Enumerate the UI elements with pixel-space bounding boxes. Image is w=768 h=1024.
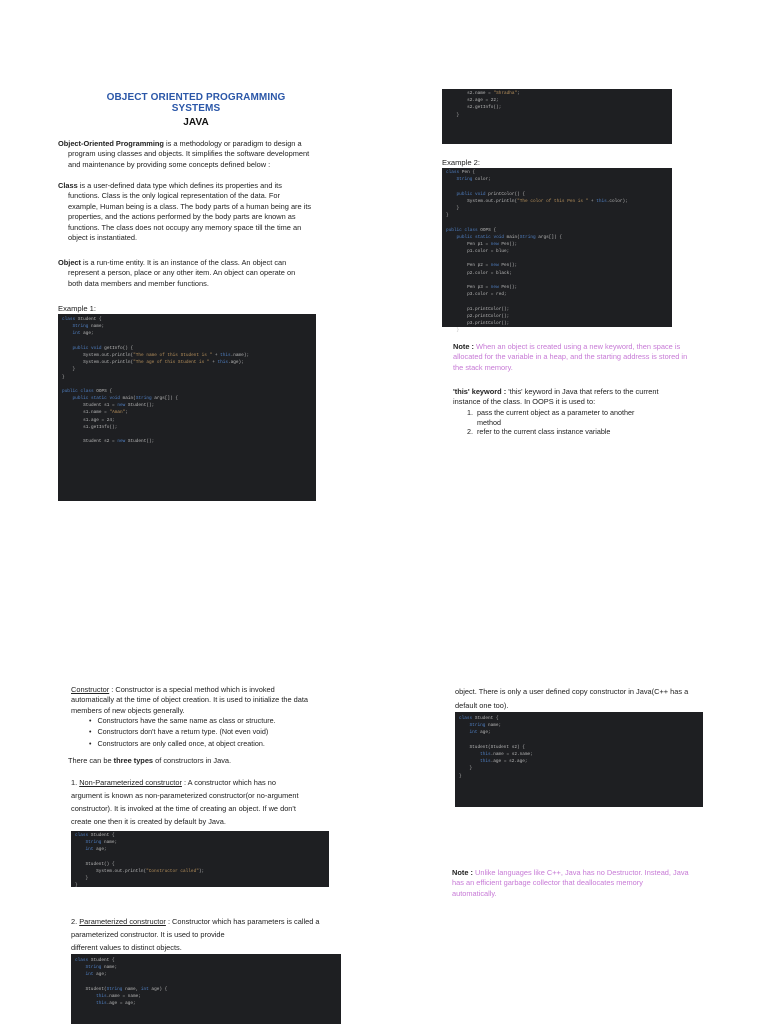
note-label: Note : — [453, 342, 474, 351]
note-text-line: When an object is created using a new keyword, then space is — [473, 342, 681, 351]
code-line: class Pen { — [446, 170, 475, 175]
code-line: p1.printColor(); — [446, 306, 510, 312]
non-parameterized-label: Non-Parameterized constructor — [79, 778, 182, 787]
code-line: int age; — [85, 972, 107, 978]
code-line: } — [459, 773, 462, 779]
this-text-line: 'this' keyword in Java that refers to the current — [506, 387, 659, 396]
oop-term: Object-Oriented Programming — [58, 139, 164, 148]
copy-constructor-code-block — [455, 712, 703, 807]
constructor-text-line: : Constructor is a special method which is invoked — [109, 685, 275, 694]
code-line — [62, 431, 312, 438]
note-text-line: automatically. — [452, 888, 497, 898]
note-text-line: allocated for the variable in a heap, and the starting address is stored in — [453, 352, 688, 362]
code-line: s1.getInfo(); — [62, 424, 118, 430]
constructor-text-line: members of new objects generally. — [71, 705, 185, 715]
object-definition — [58, 258, 343, 289]
code-line: String color; — [456, 177, 491, 183]
code-line: Pen p1 = new Pen(); — [446, 241, 518, 247]
code-line: p2.printColor(); — [446, 313, 510, 319]
code-line — [75, 855, 325, 862]
code-line: int age; — [469, 730, 491, 736]
example-2-code-block — [442, 168, 672, 334]
code-line: class Student { — [75, 833, 115, 838]
class-text-line: example, Human being is a class. The body parts of a human being are its — [68, 201, 312, 211]
code-line — [75, 978, 337, 985]
code-line: } — [62, 374, 65, 380]
code-line: public void getInfo() { — [72, 345, 134, 351]
code-line: String name; — [469, 723, 502, 729]
code-line — [62, 381, 312, 388]
code-line: } — [446, 328, 460, 334]
this-keyword-label: 'this' keyword : — [453, 387, 507, 396]
code-line: class Student { — [62, 317, 102, 322]
code-line — [446, 278, 668, 285]
code-line: System.out.println("The color of this Pen is " + this.color); — [446, 198, 628, 204]
parameterized-code-block — [71, 954, 341, 1024]
oop-text-line: and maintenance by providing some concepts defined below : — [68, 159, 271, 169]
code-line: System.out.println("Constructor called"); — [75, 868, 205, 874]
document-title — [96, 92, 296, 128]
code-line: } — [62, 367, 76, 373]
title-line-1: OBJECT ORIENTED PROGRAMMING SYSTEMS — [106, 92, 286, 114]
list-item: 2. refer to the current class instance variable — [467, 427, 611, 437]
code-line: String name; — [85, 840, 118, 846]
list-item: • Constructors don't have a return type. (Not even void) — [89, 727, 341, 738]
code-line: this.name = s2.name; — [480, 751, 533, 757]
class-text-line: object is instantiated. — [68, 233, 138, 243]
code-line: int age; — [72, 331, 94, 337]
code-line: } — [75, 883, 78, 889]
class-text-line: functions. The class does not occupy any memory space till the time an — [68, 222, 302, 232]
class-definition — [58, 181, 343, 243]
code-line: p2.color = black; — [446, 270, 512, 276]
code-line: } — [446, 112, 460, 118]
object-text-line: is a run-time entity. It is an instance of the class. An object can — [81, 258, 287, 267]
note-destructor — [452, 868, 717, 899]
code-line: s1.name = "Aman"; — [62, 410, 128, 416]
title-line-2: JAVA — [183, 117, 209, 128]
class-text-line: functions. Class is the only logical representation of the data. For — [68, 191, 280, 201]
code-line — [446, 184, 668, 191]
oop-text-line: program using classes and objects. It simplifies the software development — [68, 149, 310, 159]
code-line: } — [446, 213, 449, 219]
code-line: this.age = age; — [96, 1001, 136, 1007]
constructor-types: There can be three types of constructors in Java. — [68, 756, 232, 765]
class-text-line: is a user-defined data type which defines its properties and its — [77, 181, 282, 190]
class-text-line: properties, and the actions performed by the body parts are known as — [68, 212, 296, 222]
code-line: public class OOPS { — [446, 227, 497, 233]
object-term: Object — [58, 258, 81, 267]
oop-definition — [58, 139, 343, 170]
code-line: int age; — [85, 847, 107, 853]
example-2-label: Example 2: — [442, 158, 480, 167]
code-line: Student s2 = new Student(); — [62, 439, 155, 445]
non-parameterized-constructor: 1. Non-Parameterized constructor : A constructor which has no argument is known as non-parameterized constructor(or no-argument constructor). It is invoked at the time of creating an object. If we don't create one then it is created by default by Java. — [71, 778, 299, 826]
class-term: Class — [58, 181, 78, 190]
continued-code-block — [442, 89, 672, 144]
code-line: } — [446, 205, 460, 211]
code-line: public class OOPS { — [62, 388, 113, 394]
constructor-definition — [71, 685, 341, 750]
code-line: Student s1 = new Student(); — [62, 403, 155, 409]
code-line — [62, 338, 312, 345]
list-item: • Constructors have the same name as class or structure. — [89, 716, 341, 727]
code-line: Pen p3 = new Pen(); — [446, 285, 518, 290]
code-line: s2.name = "Shradha"; — [446, 91, 520, 96]
code-line: System.out.println("The age of this Student is " + this.age); — [62, 360, 244, 366]
code-line — [446, 299, 668, 306]
note-text-line: Unlike languages like C++, Java has no Destructor. Instead, Java — [472, 868, 689, 877]
code-line — [446, 256, 668, 263]
code-line: s2.getInfo(); — [446, 105, 502, 111]
note-text-line: has an efficient garbage collector that deallocates memory — [452, 878, 643, 888]
code-line: Pen p2 = new Pen(); — [446, 263, 518, 269]
object-text-line: represent a person, place or any other item. An object can operate on — [68, 268, 296, 278]
example-1-code-block — [58, 314, 316, 501]
code-line: class Student { — [459, 716, 499, 721]
code-line: String name; — [85, 965, 118, 971]
code-line: this.name = name; — [96, 993, 141, 999]
code-line: Student(String name, int age) { — [75, 986, 168, 992]
code-line: public static void main(String args[]) { — [72, 396, 178, 402]
code-line: p3.color = red; — [446, 292, 507, 298]
copy-constructor-text: object. There is only a user defined copy constructor in Java(C++ has a default one too). — [455, 687, 689, 710]
non-parameterized-code-block — [71, 831, 329, 887]
code-line: String name; — [72, 324, 105, 330]
code-line: System.out.println("The name of this Student is " + this.name); — [62, 352, 250, 358]
this-keyword-section — [453, 387, 713, 437]
code-line: public static void main(String args[]) { — [456, 234, 562, 240]
list-item: • Constructors are only called once, at object creation. — [89, 739, 341, 750]
code-line — [459, 736, 699, 743]
constructor-label: Constructor — [71, 685, 110, 694]
code-line: p3.printColor(); — [446, 320, 510, 326]
oop-text-line: is a methodology or paradigm to design a — [163, 139, 302, 148]
code-line: Student() { — [75, 861, 115, 867]
code-line: public void printColor() { — [456, 191, 526, 197]
parameterized-label: Parameterized constructor — [79, 917, 166, 926]
code-line: Student(Student s2) { — [459, 744, 525, 750]
list-item: 1. pass the current object as a parameter to another method — [467, 407, 635, 427]
code-line: this.age = s2.age; — [480, 759, 528, 765]
this-text-line: instance of the class. In OOPS it is used to: — [453, 397, 596, 407]
note-label: Note : — [452, 868, 473, 877]
this-uses-list — [467, 408, 713, 437]
note-heap — [453, 342, 713, 373]
object-text-line: both data members and member functions. — [68, 278, 209, 288]
code-line — [446, 220, 668, 227]
constructor-bullets — [89, 716, 341, 750]
code-line: p1.color = blue; — [446, 249, 510, 255]
note-text-line: the stack memory. — [453, 362, 513, 372]
code-line: s1.age = 24; — [62, 417, 115, 423]
example-1-label: Example 1: — [58, 304, 96, 313]
parameterized-constructor: 2. Parameterized constructor : Constructor which has parameters is called a parameterized constructor. It is used to provide different values to distinct objects. — [71, 917, 320, 952]
constructor-text-line: automatically at the time of object creation. It is used to initialize the data — [71, 695, 309, 705]
code-line: s2.age = 22; — [446, 98, 499, 104]
code-line: } — [75, 876, 89, 882]
code-line: class Student { — [75, 958, 115, 963]
code-line: } — [459, 766, 473, 772]
